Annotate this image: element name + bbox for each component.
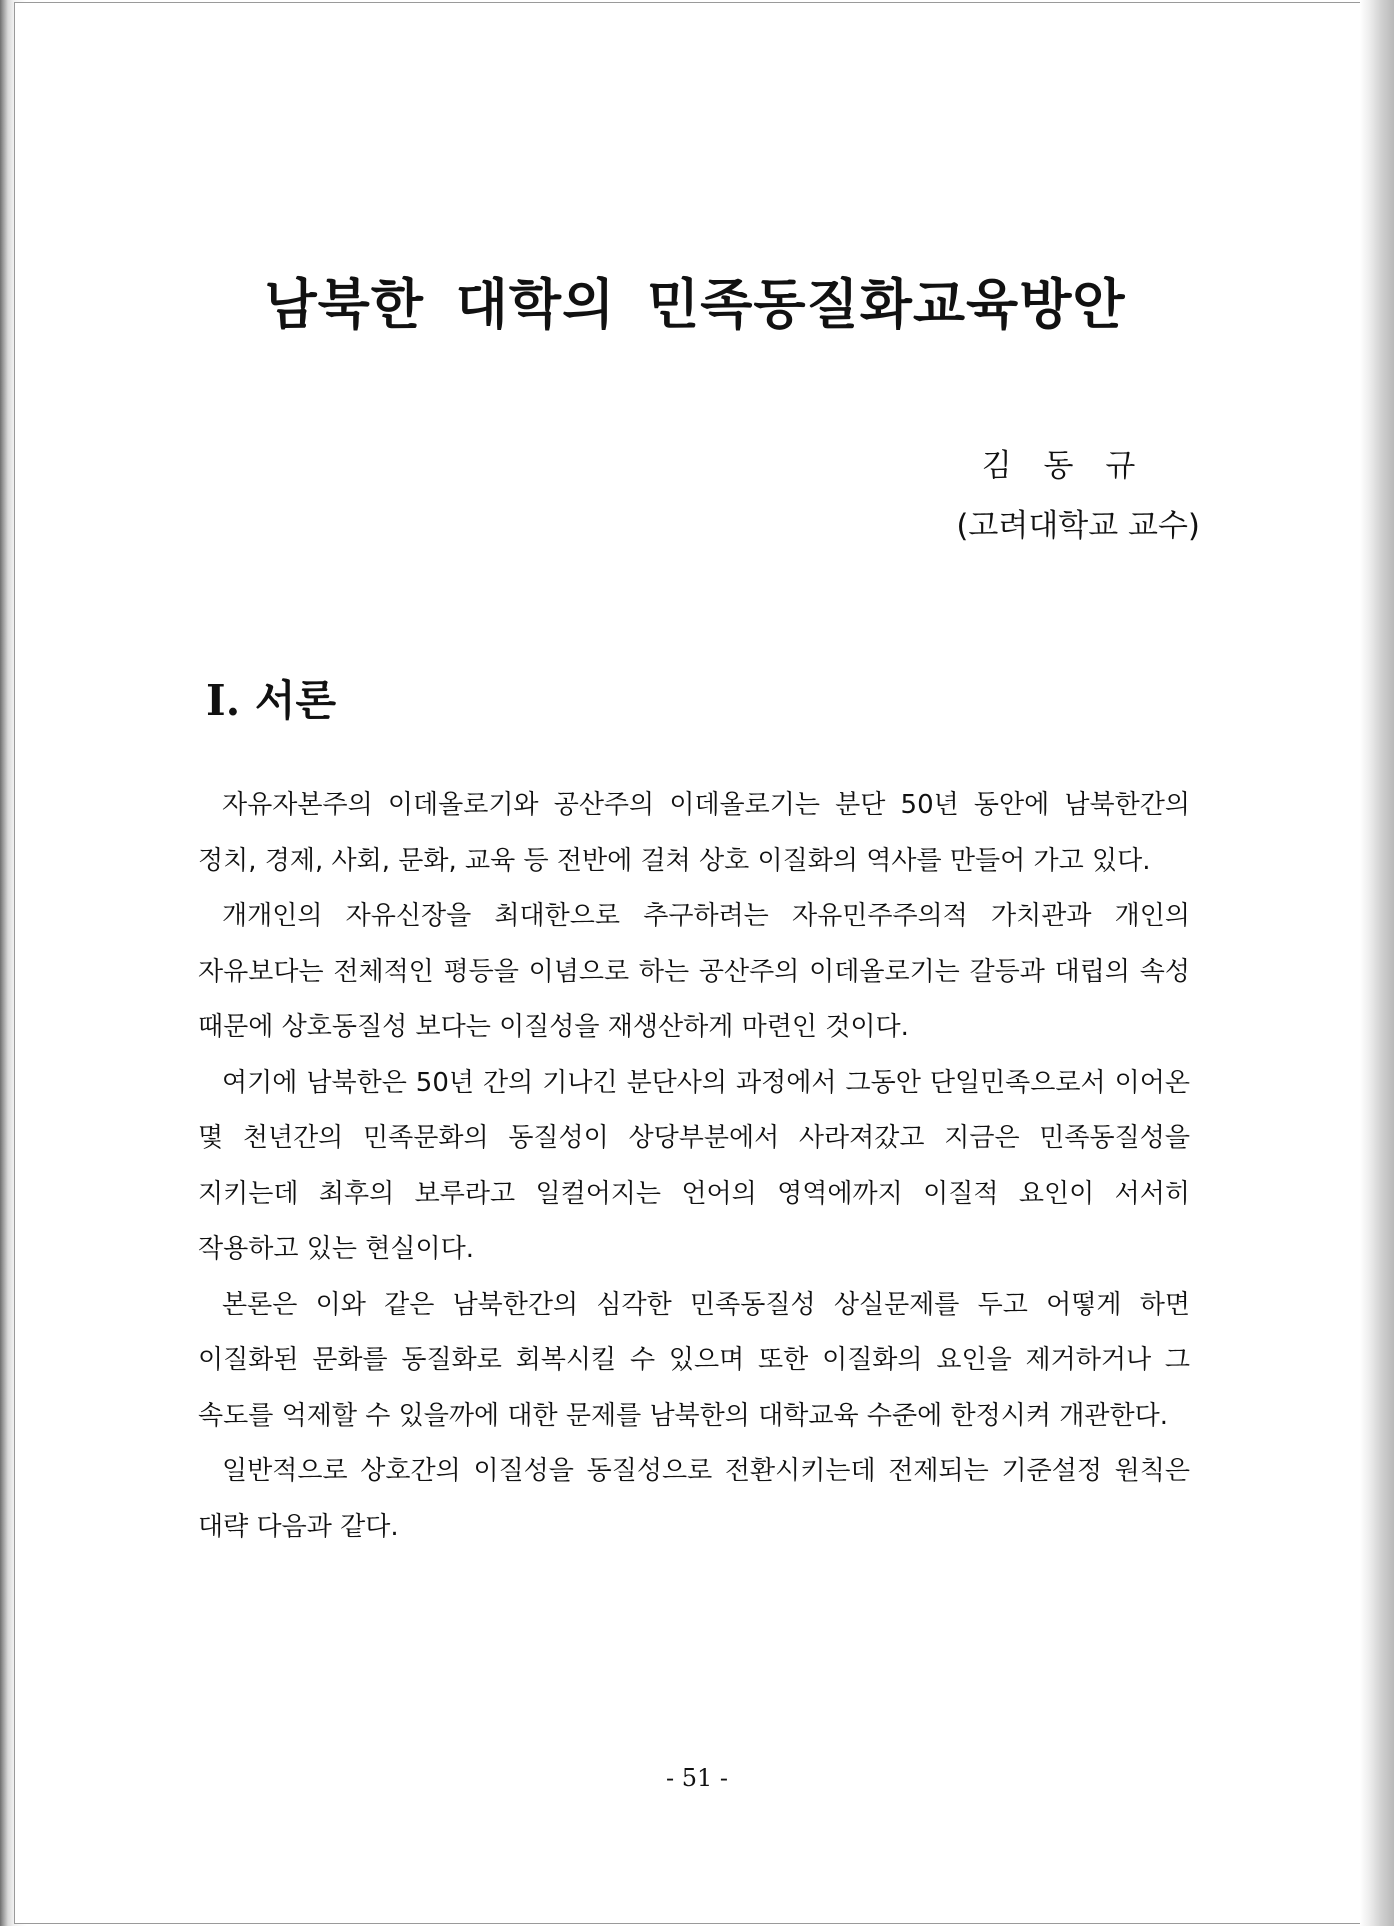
paragraph: 자유자본주의 이데올로기와 공산주의 이데올로기는 분단 50년 동안에 남북한간의 정치, 경제, 사회, 문화, 교육 등 전반에 걸쳐 상호 이질화의 역사를 만들어 가고 있다. (198, 790, 1190, 876)
document-title: 남북한 대학의 민족동질화교육방안 (264, 273, 1126, 336)
paragraph: 일반적으로 상호간의 이질성을 동질성으로 전환시키는데 전제되는 기준설정 원칙은 대략 다음과 같다. (198, 1456, 1190, 1542)
page-number: - 51 - (665, 1764, 728, 1792)
paragraph: 본론은 이와 같은 남북한간의 심각한 민족동질성 상실문제를 두고 어떻게 하면 이질화된 문화를 동질화로 회복시킬 수 있으며 또한 이질화의 요인을 제거하거나 그 속도를 억제할 수 있을까에 대한 문제를 남북한의 대학교육 수준에 한정시켜 개관한다. (198, 1289, 1190, 1431)
paragraph: 여기에 남북한은 50년 간의 기나긴 분단사의 과정에서 그동안 단일민족으로서 이어온 몇 천년간의 민족문화의 동질성이 상당부분에서 사라져갔고 지금은 민족동질성을 지키는데 최후의 보루라고 일컬어지는 언어의 영역에까지 이질적 요인이 서서히 작용하고 있는 현실이다. (198, 1067, 1190, 1264)
page-edge-shadow (1360, 0, 1394, 1926)
author-affiliation: (고려대학교 교수) (956, 508, 1200, 544)
section-heading: Ⅰ. 서론 (206, 676, 337, 725)
body-text (198, 778, 1190, 1555)
author-name: 김 동 규 (981, 448, 1139, 484)
paragraph: 개개인의 자유신장을 최대한으로 추구하려는 자유민주주의적 가치관과 개인의 자유보다는 전체적인 평등을 이념으로 하는 공산주의 이데올로기는 갈등과 대립의 속성 때문에 상호동질성 보다는 이질성을 재생산하게 마련인 것이다. (198, 901, 1190, 1042)
